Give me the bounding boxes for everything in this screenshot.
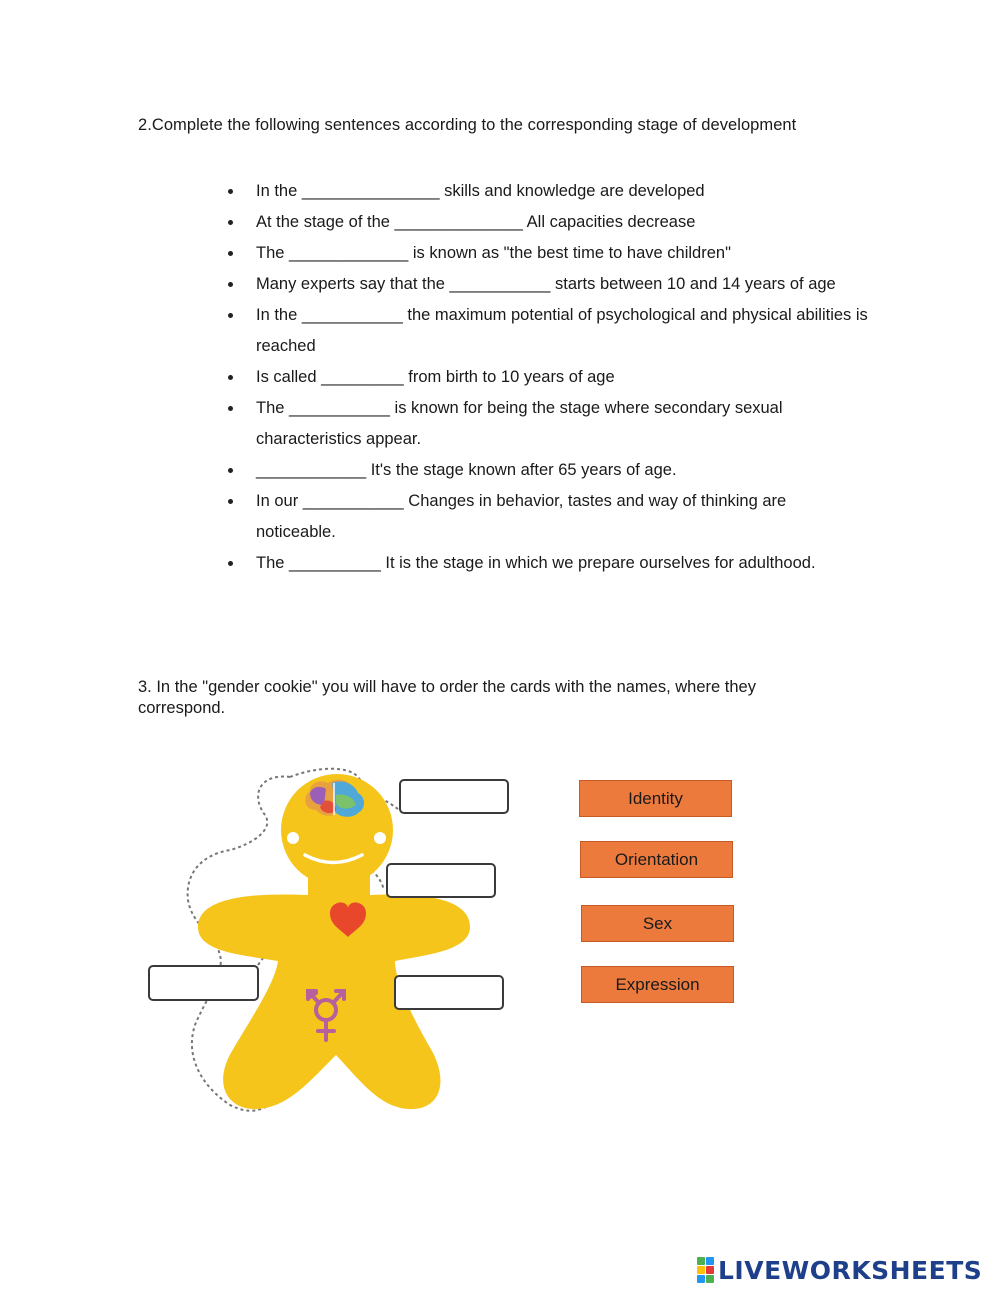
list-item: Is called _________ from birth to 10 years of age [228, 362, 868, 393]
liveworksheets-logo-icon [697, 1257, 714, 1283]
question-2-title: 2.Complete the following sentences according to the corresponding stage of development [138, 116, 797, 134]
drop-box-body[interactable] [148, 965, 259, 1001]
card-sex[interactable]: Sex [581, 905, 734, 942]
list-item: Many experts say that the ___________ starts between 10 and 14 years of age [228, 269, 868, 300]
card-expression[interactable]: Expression [581, 966, 734, 1003]
drop-box-heart[interactable] [386, 863, 496, 898]
list-item: At the stage of the ______________ All capacities decrease [228, 207, 868, 238]
stage-sentences-list [228, 176, 868, 579]
card-orientation[interactable]: Orientation [580, 841, 733, 878]
list-item: In the ___________ the maximum potential of psychological and physical abilities is reached [228, 300, 868, 362]
list-item: In the _______________ skills and knowledge are developed [228, 176, 868, 207]
list-item: ____________ It's the stage known after 65 years of age. [228, 455, 868, 486]
list-item: The _____________ is known as "the best time to have children" [228, 238, 868, 269]
liveworksheets-brand[interactable] [697, 1255, 982, 1285]
drop-box-gender[interactable] [394, 975, 504, 1010]
list-item: The __________ It is the stage in which we prepare ourselves for adulthood. [228, 548, 868, 579]
card-identity[interactable]: Identity [579, 780, 732, 817]
list-item: The ___________ is known for being the stage where secondary sexual characteristics appear. [228, 393, 868, 455]
right-eye [374, 832, 386, 844]
list-item: In our ___________ Changes in behavior, tastes and way of thinking are noticeable. [228, 486, 868, 548]
brand-name: LIVEWORKSHEETS [718, 1255, 983, 1285]
drop-box-brain[interactable] [399, 779, 509, 814]
cookie-body [198, 774, 470, 1109]
left-eye [287, 832, 299, 844]
question-3-title: 3. In the "gender cookie" you will have to order the cards with the names, where they correspond. [138, 678, 756, 717]
